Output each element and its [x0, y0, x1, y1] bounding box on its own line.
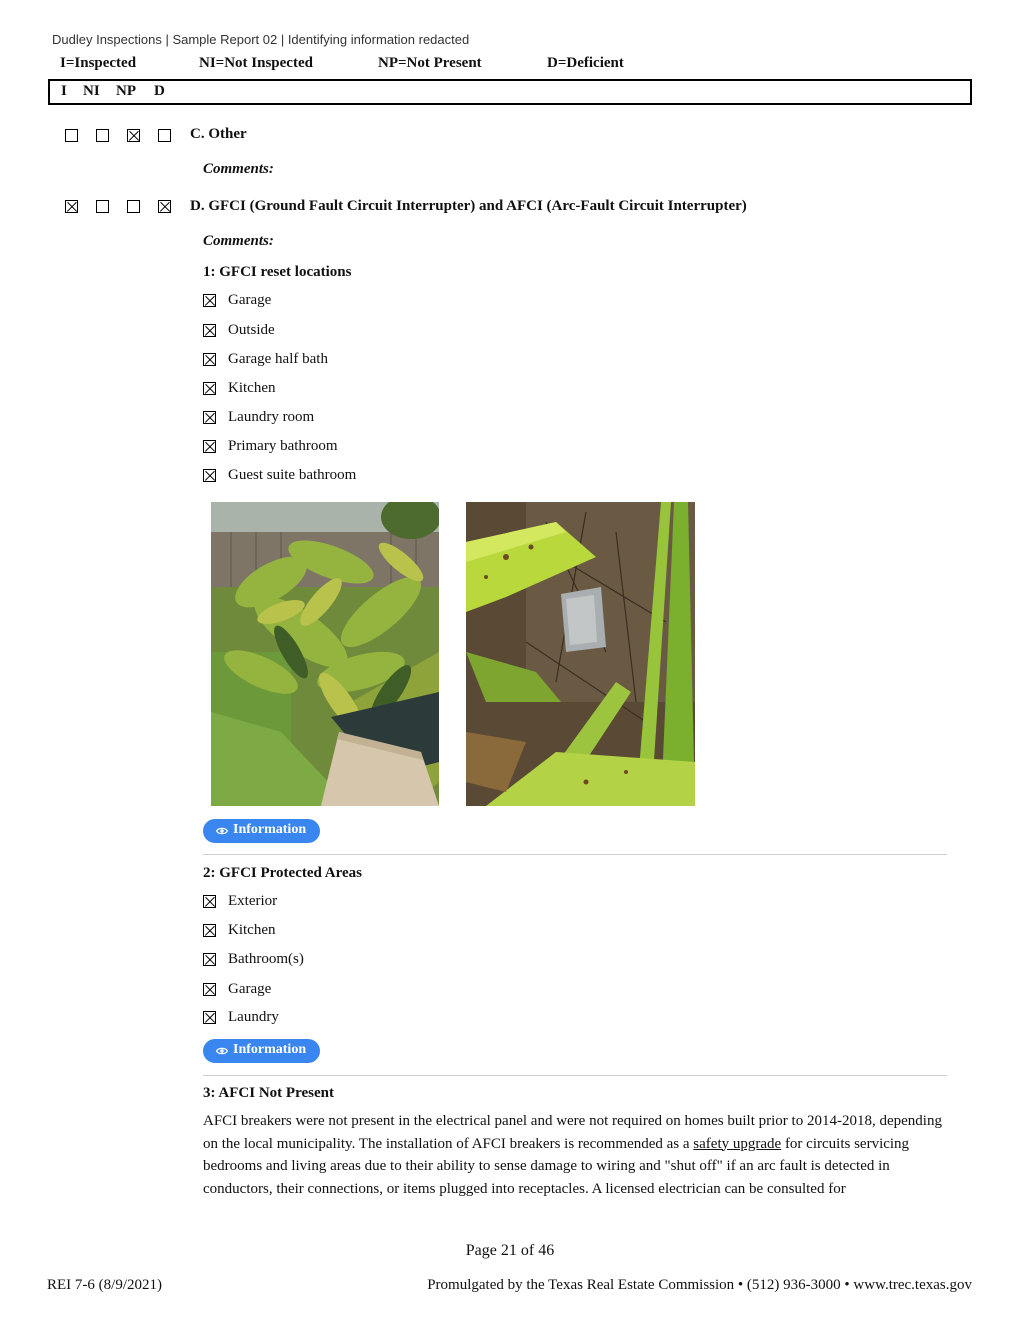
divider: [203, 1075, 947, 1076]
form-id: REI 7-6 (8/9/2021): [47, 1277, 162, 1293]
subsection-title-afci: 3: AFCI Not Present: [203, 1085, 334, 1101]
checkbox-gfci-np[interactable]: [127, 200, 140, 213]
checkbox-gfci-ni[interactable]: [96, 200, 109, 213]
section-title-other: C. Other: [190, 126, 247, 142]
page-number: Page 21 of 46: [465, 1242, 555, 1259]
col-ni: NI: [83, 83, 100, 99]
comments-label-gfci: Comments:: [203, 233, 274, 249]
checkbox-x-icon: [203, 324, 216, 337]
column-header-bar: [48, 79, 972, 105]
checkbox-x-icon: [203, 294, 216, 307]
checkbox-x-icon: [203, 440, 216, 453]
checkbox-gfci-i[interactable]: [65, 200, 78, 213]
checkbox-x-icon: [203, 924, 216, 937]
photo-gfci-outlet[interactable]: [466, 502, 695, 806]
legend-deficient: D=Deficient: [547, 55, 624, 71]
col-i: I: [61, 83, 67, 99]
promulgated-footer: Promulgated by the Texas Real Estate Commission • (512) 936-3000 • www.trec.texas.gov: [427, 1277, 972, 1293]
col-np: NP: [116, 83, 136, 99]
checkbox-x-icon: [203, 353, 216, 366]
col-d: D: [154, 83, 165, 99]
checkbox-gfci-d[interactable]: [158, 200, 171, 213]
divider: [203, 854, 947, 855]
afci-paragraph: AFCI breakers were not present in the electrical panel and were not required on homes built prior to 2014-2018, depending on the local municipality. The installation of AFCI breakers is recommended as a safety upgrade for circuits servicing bedrooms and living areas due to their ability to sense damage to wiring and "shut off" if an arc fault is detected in conductors, their connections, or items plugged into receptacles. A licensed electrician can be consulted for: [203, 1113, 942, 1197]
checkbox-other-np[interactable]: [127, 129, 140, 142]
legend-not-inspected: NI=Not Inspected: [199, 55, 313, 71]
subsection-title-reset-locations: 1: GFCI reset locations: [203, 264, 352, 280]
information-button-label: Information: [233, 822, 307, 837]
checkbox-x-icon: [203, 953, 216, 966]
checkbox-x-icon: [203, 469, 216, 482]
checkbox-other-d[interactable]: [158, 129, 171, 142]
report-header: Dudley Inspections | Sample Report 02 | Identifying information redacted: [52, 32, 470, 47]
checkbox-x-icon: [203, 1011, 216, 1024]
checkbox-other-i[interactable]: [65, 129, 78, 142]
checkbox-x-icon: [203, 382, 216, 395]
photo-garden-plants[interactable]: [211, 502, 439, 806]
checkbox-x-icon: [203, 983, 216, 996]
subsection-title-protected-areas: 2: GFCI Protected Areas: [203, 865, 362, 881]
checkbox-x-icon: [203, 895, 216, 908]
legend-not-present: NP=Not Present: [378, 55, 482, 71]
checkbox-x-icon: [203, 411, 216, 424]
eye-icon: [216, 1046, 228, 1056]
checkbox-other-ni[interactable]: [96, 129, 109, 142]
comments-label-other: Comments:: [203, 161, 274, 177]
section-title-gfci: D. GFCI (Ground Fault Circuit Interrupter) and AFCI (Arc-Fault Circuit Interrupter): [190, 198, 747, 214]
legend-inspected: I=Inspected: [60, 55, 137, 71]
information-button[interactable]: [203, 819, 320, 843]
safety-upgrade-link[interactable]: safety upgrade: [693, 1135, 782, 1152]
information-button-label: Information: [233, 1042, 307, 1057]
information-button[interactable]: [203, 1039, 320, 1063]
eye-icon: [216, 826, 228, 836]
